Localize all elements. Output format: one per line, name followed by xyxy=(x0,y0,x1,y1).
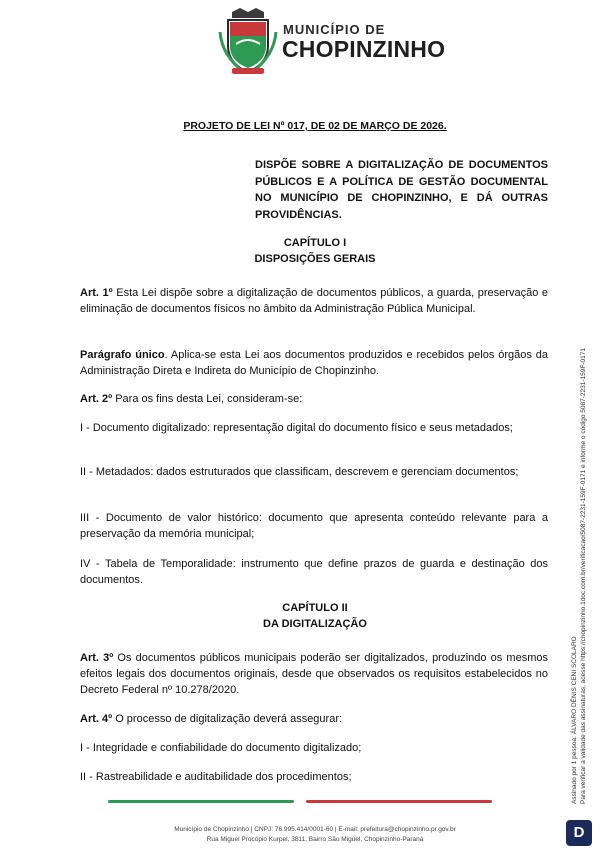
footer-address: Rua Miguel Procópio Kurpel, 3811, Bairro São Miguel, Chopinzinho-Paraná xyxy=(206,836,424,843)
verification-line: Para verificar a validade das assinaturas, acesse https://chopinzinho.1doc.com.br/verificacao/5087-2231-159F-0171 e informe o código 5087-2231-159F-0171 xyxy=(580,348,587,804)
article-text: O processo de digitalização deverá assegurar: xyxy=(112,713,343,725)
article-1 xyxy=(80,285,548,317)
paragraph-label: Parágrafo único xyxy=(80,349,165,361)
ementa: DISPÕE SOBRE A DIGITALIZAÇÃO DE DOCUMENTOS PÚBLICOS E A POLÍTICA DE GESTÃO DOCUMENTAL NO MUNICÍPIO DE CHOPINZINHO, E DÁ OUTRAS PROVIDÊNCIAS. xyxy=(255,159,548,221)
article-4 xyxy=(80,711,548,727)
article-2 xyxy=(80,391,548,407)
article-4-item-i: I - Integridade e confiabilidade do documento digitalizado; xyxy=(80,742,362,754)
definition-item-ii: II - Metadados: dados estruturados que classificam, descrevem e gerenciam documentos; xyxy=(80,466,519,478)
article-text: Os documentos públicos municipais poderão ser digitalizados, produzindo os mesmos efeitos legais dos documentos originais, desde que observados os requisitos estabelecidos no Decreto Federal nº 10.278/2020. xyxy=(80,652,548,696)
definition-item-i: I - Documento digitalizado: representação digital do documento físico e seus metadados; xyxy=(80,422,513,434)
chapter-heading xyxy=(180,235,450,267)
article-label: Art. 3º xyxy=(80,652,114,664)
article-label: Art. 4º xyxy=(80,713,113,725)
definition-item-iv: IV - Tabela de Temporalidade: instrumento que define prazos de guarda e destinação dos documentos. xyxy=(80,558,548,586)
article-label: Art. 2º xyxy=(80,393,113,405)
article-label: Art. 1º xyxy=(80,287,113,299)
chapter-subtitle: DISPOSIÇÕES GERAIS xyxy=(254,253,376,265)
paragraph-text: . Aplica-se esta Lei aos documentos produzidos e recebidos pelos órgãos da Administração Direta e Indireta do Município de Chopinzinho. xyxy=(80,349,548,377)
letterhead xyxy=(0,0,600,84)
footer-divider-green xyxy=(108,800,294,803)
article-text: Esta Lei dispõe sobre a digitalização de documentos públicos, a guarda, preservação e eliminação de documentos físicos no âmbito da Administração Pública Municipal. xyxy=(80,287,549,315)
chapter-heading xyxy=(180,600,450,632)
signature-note xyxy=(570,348,588,804)
d4sign-logo-icon: D xyxy=(566,820,592,846)
document-title: PROJETO DE LEI Nº 017, DE 02 DE MARÇO DE 2026. xyxy=(183,120,447,132)
sole-paragraph xyxy=(80,347,548,379)
article-text: Para os fins desta Lei, consideram-se: xyxy=(112,393,303,405)
definition-item-iii: III - Documento de valor histórico: documento que apresenta conteúdo relevante para a preservação da memória municipal; xyxy=(80,512,548,540)
municipal-coat-of-arms-icon xyxy=(218,6,278,76)
chapter-subtitle: DA DIGITALIZAÇÃO xyxy=(263,618,367,630)
footer-divider-red xyxy=(306,800,492,803)
signer-line: Assinado por 1 pessoa: ÁLVARO DÊNIS CENI SCOLARO xyxy=(571,636,578,804)
brand-name: CHOPINZINHO xyxy=(282,36,446,62)
article-3 xyxy=(80,650,548,698)
brand-prefix: MUNICÍPIO DE xyxy=(283,22,386,37)
article-4-item-ii: II - Rastreabilidade e auditabilidade dos procedimentos; xyxy=(80,771,352,783)
chapter-title: CAPÍTULO I xyxy=(283,237,347,249)
footer-contact: Município de Chopinzinho | CNPJ: 76.995.414/0001-60 | E-mail: prefeitura@chopinzinho.pr.gov.br xyxy=(174,826,456,833)
chapter-title: CAPÍTULO II xyxy=(282,602,348,614)
